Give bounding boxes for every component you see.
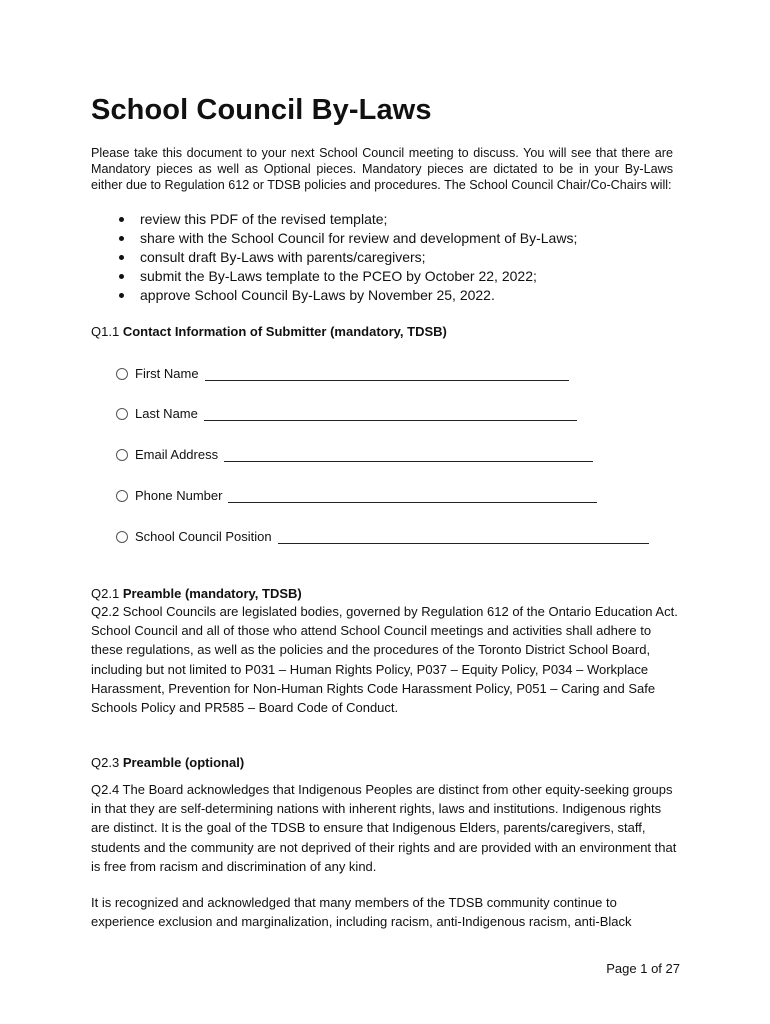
- field-label: Last Name: [135, 406, 198, 421]
- list-item: submit the By-Laws template to the PCEO by October 22, 2022;: [118, 267, 577, 286]
- field-label: First Name: [135, 366, 199, 381]
- radio-button[interactable]: [116, 449, 128, 461]
- list-item: review this PDF of the revised template;: [118, 210, 577, 229]
- question-number: Q2.1: [91, 586, 120, 601]
- radio-button[interactable]: [116, 408, 128, 420]
- q2-2-paragraph: Q2.2 School Councils are legislated bodies, governed by Regulation 612 of the Ontario Education Act. School Council and all of those who attend School Council meetings and activities shall adhere to these regulations, as well as the policies and the procedures of the Toronto District School Board, including but not limited to P031 – Human Rights Policy, P037 – Equity Policy, P034 – Workplace Harassment, Prevention for Non-Human Rights Code Harassment Policy, P051 – Caring and Safe Schools Policy and PR585 – Board Code of Conduct.: [91, 604, 678, 716]
- radio-button[interactable]: [116, 368, 128, 380]
- question-label: Preamble (optional): [122, 755, 245, 770]
- question-heading-q1-1: [91, 324, 447, 340]
- question-number: Q2.3: [91, 755, 120, 770]
- field-email-address[interactable]: [116, 447, 593, 463]
- field-first-name[interactable]: [116, 366, 569, 382]
- field-label: School Council Position: [135, 529, 272, 544]
- first-name-input-line[interactable]: [205, 368, 569, 381]
- list-item: share with the School Council for review and development of By-Laws;: [118, 229, 577, 248]
- position-input-line[interactable]: [278, 531, 649, 544]
- field-last-name[interactable]: [116, 406, 577, 422]
- field-phone-number[interactable]: [116, 488, 597, 504]
- field-school-council-position[interactable]: [116, 529, 649, 545]
- page-number: Page 1 of 27: [606, 961, 680, 976]
- list-item: approve School Council By-Laws by November 25, 2022.: [118, 286, 577, 305]
- question-label: Preamble (mandatory, TDSB): [122, 586, 302, 601]
- q2-4-paragraph: Q2.4 The Board acknowledges that Indigenous Peoples are distinct from other equity-seeking groups in that they are self-determining nations with inherent rights, laws and institutions. Indigenous rights are distinct. It is the goal of the TDSB to ensure that Indigenous Elders, parents/caregivers, staff, students and the community are not deprived of their rights and are provided with an environment that is free from racism and discrimination of any kind.: [91, 782, 677, 874]
- radio-button[interactable]: [116, 531, 128, 543]
- field-label: Phone Number: [135, 488, 223, 503]
- page-title: School Council By-Laws: [91, 94, 432, 126]
- intro-paragraph: Please take this document to your next School Council meeting to discuss. You will see that there are Mandatory pieces as well as Optional pieces. Mandatory pieces are dictated to be in your By-Laws either due to Regulation 612 or TDSB policies and procedures. The School Council Chair/Co-Chairs will:: [91, 146, 673, 192]
- instruction-list: [118, 210, 577, 305]
- question-heading-q2-3: [91, 755, 244, 771]
- question-label: Contact Information of Submitter (mandatory, TDSB): [122, 324, 447, 339]
- list-item: consult draft By-Laws with parents/caregivers;: [118, 248, 577, 267]
- phone-input-line[interactable]: [228, 490, 597, 503]
- closing-paragraph: It is recognized and acknowledged that many members of the TDSB community continue to experience exclusion and marginalization, including racism, anti-Indigenous racism, anti-Black: [91, 895, 632, 930]
- email-input-line[interactable]: [224, 449, 593, 462]
- question-number: Q1.1: [91, 324, 120, 339]
- last-name-input-line[interactable]: [204, 408, 577, 421]
- field-label: Email Address: [135, 447, 219, 462]
- radio-button[interactable]: [116, 490, 128, 502]
- question-heading-q2-1: [91, 586, 302, 602]
